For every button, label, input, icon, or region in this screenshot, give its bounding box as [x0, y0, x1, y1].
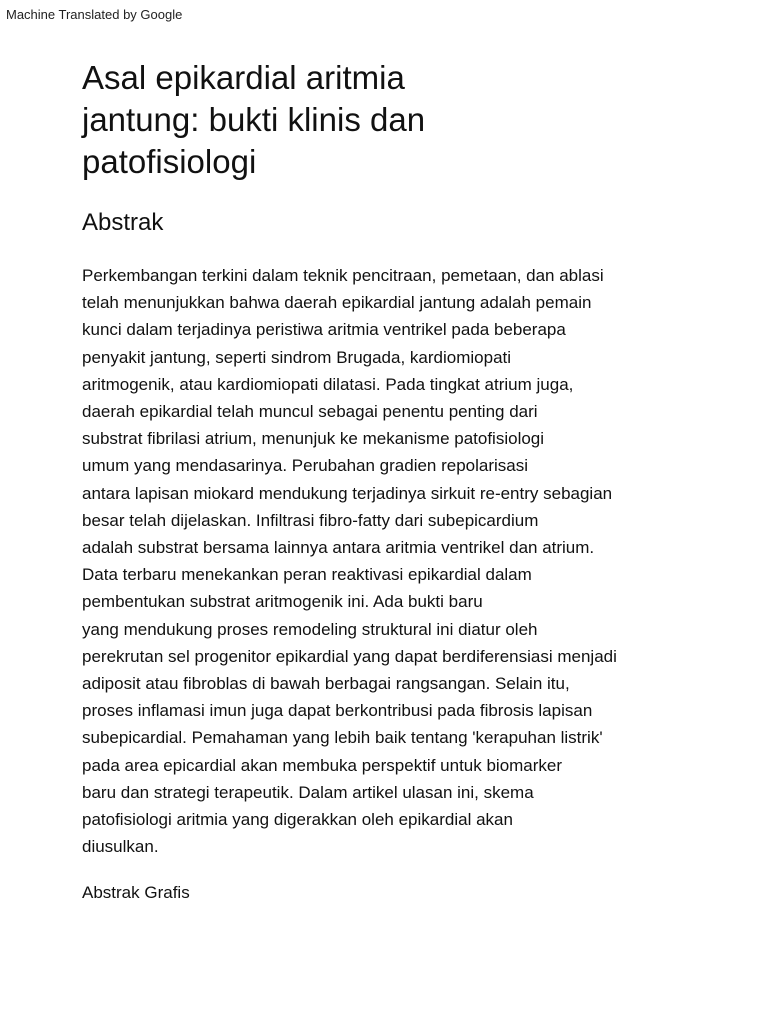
abstract-line: substrat fibrilasi atrium, menunjuk ke mekanisme patofisiologi — [82, 429, 545, 449]
article-title — [82, 57, 542, 183]
abstract-line: Perkembangan terkini dalam teknik pencitraan, pemetaan, dan ablasi — [82, 266, 604, 285]
abstract-body — [82, 262, 702, 860]
abstract-line: patofisiologi aritmia yang digerakkan oleh epikardial akan — [82, 810, 513, 830]
abstract-line: pembentukan substrat aritmogenik ini. Ada bukti baru — [82, 592, 483, 612]
abstract-line: aritmogenik, atau kardiomiopati dilatasi. Pada tingkat atrium juga, — [82, 374, 574, 394]
abstract-line: pada area epicardial akan membuka perspektif untuk biomarker — [82, 755, 563, 775]
abstract-line: umum yang mendasarinya. Perubahan gradien repolarisasi — [82, 456, 529, 476]
abstract-line: proses inflamasi imun juga dapat berkontribusi pada fibrosis lapisan — [82, 701, 593, 721]
abstract-line: yang mendukung proses remodeling struktural ini diatur oleh — [82, 619, 538, 639]
graphical-abstract-label: Abstrak Grafis — [82, 883, 190, 902]
title-line: patofisiologi — [82, 143, 257, 180]
machine-translation-banner: Machine Translated by Google — [6, 7, 183, 22]
abstract-line: penyakit jantung, seperti sindrom Brugada, kardiomiopati — [82, 347, 512, 367]
title-line: jantung: bukti klinis dan — [82, 101, 426, 138]
abstract-line: daerah epikardial telah muncul sebagai penentu penting dari — [82, 402, 538, 422]
abstract-line: diusulkan. — [82, 837, 159, 857]
abstract-heading: Abstrak — [82, 209, 164, 236]
abstract-line: perekrutan sel progenitor epikardial yang dapat berdiferensiasi menjadi — [82, 646, 617, 666]
abstract-line: kunci dalam terjadinya peristiwa aritmia ventrikel pada beberapa — [82, 320, 566, 340]
title-line: Asal epikardial aritmia — [82, 59, 405, 96]
abstract-line: besar telah dijelaskan. Infiltrasi fibro-fatty dari subepicardium — [82, 510, 539, 530]
abstract-line: subepicardial. Pemahaman yang lebih baik tentang 'kerapuhan listrik' — [82, 728, 603, 748]
abstract-line: Data terbaru menekankan peran reaktivasi epikardial dalam — [82, 565, 532, 585]
abstract-line: adalah substrat bersama lainnya antara aritmia ventrikel dan atrium. — [82, 538, 595, 558]
abstract-line: adiposit atau fibroblas di bawah berbagai rangsangan. Selain itu, — [82, 674, 570, 694]
abstract-line: telah menunjukkan bahwa daerah epikardial jantung adalah pemain — [82, 293, 592, 313]
abstract-line: baru dan strategi terapeutik. Dalam artikel ulasan ini, skema — [82, 782, 534, 802]
abstract-line: antara lapisan miokard mendukung terjadinya sirkuit re-entry sebagian — [82, 483, 613, 503]
